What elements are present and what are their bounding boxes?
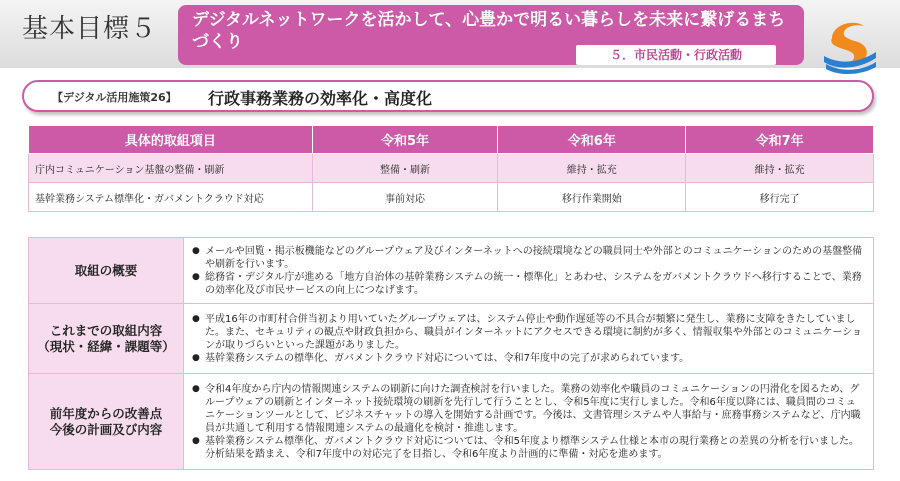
table-row xyxy=(29,154,874,183)
measure-title: 行政事務業務の効率化・高度化 xyxy=(208,89,433,108)
header-r6: 令和6年 xyxy=(498,126,686,154)
measure-tag: 【デジタル活用施策26】 xyxy=(52,91,177,104)
row-r7: 移行完了 xyxy=(686,183,874,212)
header-item: 具体的取組項目 xyxy=(29,126,313,154)
header-r5: 令和5年 xyxy=(312,126,498,154)
city-logo-icon xyxy=(818,12,882,76)
section-label: これまでの取組内容 （現状・経緯・課題等） xyxy=(29,304,184,374)
goal-label: 基本目標５ xyxy=(22,14,158,44)
title-box xyxy=(178,5,804,65)
page-title: デジタルネットワークを活かして、心豊かで明るい暮らしを未来に繋げるまちづくり xyxy=(192,10,786,52)
measure-bar xyxy=(22,80,874,112)
bullet-item: ● メールや回覧・掲示板機能などのグループウェア及びインターネットへの接続環境などの職員同士や外部とのコミュニケーションのための基盤整備や刷新を行います。 xyxy=(192,245,865,271)
plan-header-row xyxy=(29,126,874,154)
section-body xyxy=(184,374,874,470)
bullet-item: ● 総務省・デジタル庁が進める「地方自治体の基幹業務システムの統一・標準化」とあわせ、システムをガバメントクラウドへ移行することで、業務の効率化及び市民サービスの向上につなげます。 xyxy=(192,271,865,297)
section-body xyxy=(184,238,874,304)
section-body xyxy=(184,304,874,374)
section-overview xyxy=(29,238,874,304)
row-r5: 事前対応 xyxy=(312,183,498,212)
plan-table xyxy=(28,125,874,212)
section-history xyxy=(29,304,874,374)
bullet-item: ● 平成16年の市町村合併当初より用いていたグループウェアは、システム停止や動作遅延等の不具合が頻繁に発生し、業務に支障をきたしていました。また、セキュリティの観点や財政負担から、職員がインターネットにアクセスできる環境に制約が多く、情報収集や外部とのコミュニケーションが取りづらいといった課題がありました。 xyxy=(192,313,865,352)
row-item: 庁内コミュニケーション基盤の整備・刷新 xyxy=(29,154,313,183)
section-label: 取組の概要 xyxy=(29,238,184,304)
category-tag: ５．市民活動・行政活動 xyxy=(576,45,776,65)
detail-table xyxy=(28,237,874,470)
row-item: 基幹業務システム標準化・ガバメントクラウド対応 xyxy=(29,183,313,212)
table-row xyxy=(29,183,874,212)
row-r6: 移行作業開始 xyxy=(498,183,686,212)
bullet-item: ● 基幹業務システムの標準化、ガバメントクラウド対応については、令和7年度中の完了が求められています。 xyxy=(192,352,865,365)
row-r6: 維持・拡充 xyxy=(498,154,686,183)
row-r7: 維持・拡充 xyxy=(686,154,874,183)
header-r7: 令和7年 xyxy=(686,126,874,154)
bullet-item: ● 令和4年度から庁内の情報関連システムの刷新に向けた調査検討を行いました。業務の効率化や職員のコミュニケーションの円滑化を図るため、グループウェアの刷新とインターネット接続環境の刷新を先行して行うこととし、令和5年度に実行しました。令和6年度以降には、職員間のコミュニケーションツールとして、ビジネスチャットの導入を開始する計画です。今後は、文書管理システムや人事給与・庶務事務システムなど、庁内職員が共通して利用する情報関連システムの最適化を検討・推進します。 xyxy=(192,383,865,435)
section-plan xyxy=(29,374,874,470)
bullet-item: ● 基幹業務システム標準化、ガバメントクラウド対応については、令和5年度より標準システム仕様と本市の現行業務との差異の分析を行いました。分析結果を踏まえ、令和7年度中の対応完了を目指し、令和6年度より計画的に準備・対応を進めます。 xyxy=(192,435,865,461)
section-label: 前年度からの改善点 今後の計画及び内容 xyxy=(29,374,184,470)
row-r5: 整備・刷新 xyxy=(312,154,498,183)
